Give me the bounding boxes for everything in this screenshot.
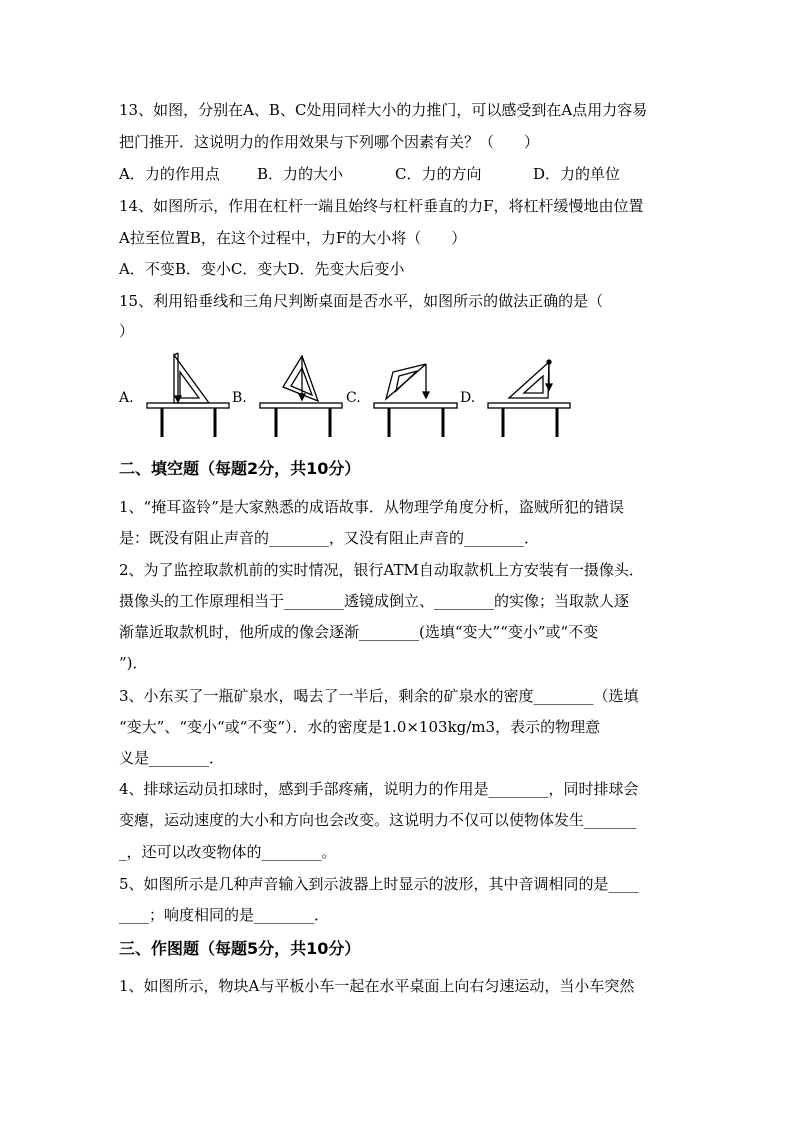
q13-option-c[interactable]: C．力的方向: [395, 165, 482, 183]
q15-figure-c: [374, 364, 457, 437]
s2-line: 渐靠近取款机时，他所成的像会逐渐________(选填“变大”“变小”或“不变: [119, 623, 599, 641]
q15-figure-a: [147, 353, 229, 437]
s2-line: “变大”、“变小“或“不变”）．水的密度是1.0×103kg/m3，表示的物理意: [119, 718, 601, 736]
q15-line-2: ）: [119, 322, 135, 340]
q15-figure-label-c: C.: [346, 390, 361, 406]
q14-line-1: 14、如图所示，作用在杠杆一端且始终与杠杆垂直的力F，将杠杆缓慢地由位置: [119, 197, 644, 215]
s2-line: ”)．: [119, 654, 148, 672]
q15-figure-label-b: B.: [232, 390, 247, 406]
q14-options: A．不变B．变小C．变大D．先变大后变小: [119, 260, 405, 278]
s2-line: 义是________．: [119, 749, 225, 767]
q15-line-1: 15、利用铅垂线和三角尺判断桌面是否水平，如图所示的做法正确的是（: [119, 292, 604, 310]
section-2-heading: 二、填空题（每题2分，共10分）: [119, 459, 361, 478]
q13-option-d[interactable]: D．力的单位: [533, 165, 621, 183]
s2-line: _，还可以改变物体的________。: [119, 843, 337, 861]
q13-line-2: 把门推开．这说明力的作用效果与下列哪个因素有关？（ ）: [119, 133, 540, 151]
q15-figure-d: [488, 360, 570, 437]
s2-line: 4、排球运动员扣球时，感到手部疼痛，说明力的作用是________，同时排球会: [119, 780, 639, 798]
q15-figure-b: [260, 356, 342, 437]
s2-line: 是：既没有阻止声音的________，又没有阻止声音的________．: [119, 529, 540, 547]
s3-line: 1、如图所示，物块A与平板小车一起在水平桌面上向右匀速运动，当小车突然: [119, 977, 635, 995]
q15-figure-label-d: D.: [460, 390, 476, 406]
q13-option-b[interactable]: B．力的大小: [257, 165, 344, 183]
s2-line: 2、为了监控取款机前的实时情况，银行ATM自动取款机上方安装有一摄像头．: [119, 561, 644, 579]
s2-line: 变瘪，运动速度的大小和方向也会改变。这说明力不仅可以使物体发生_______: [119, 811, 637, 829]
s2-line: 摄像头的工作原理相当于________透镜成倒立、________的实像；当取款人逐: [119, 592, 630, 610]
q13-line-1: 13、如图，分别在A、B、C处用同样大小的力推门，可以感受到在A点用力容易: [119, 101, 648, 119]
q15-figures: [0, 0, 794, 460]
s2-line: 3、小东买了一瓶矿泉水，喝去了一半后，剩余的矿泉水的密度________（选填: [119, 687, 639, 705]
s2-line: 5、如图所示是几种声音输入到示波器上时显示的波形，其中音调相同的是____: [119, 875, 639, 893]
q15-figure-label-a: A.: [119, 390, 134, 406]
s2-line: ____；响度相同的是________．: [119, 906, 330, 924]
s2-line: 1、“掩耳盗铃”是大家熟悉的成语故事．从物理学角度分析，盗贼所犯的错误: [119, 498, 624, 516]
q13-option-a[interactable]: A．力的作用点: [119, 165, 220, 183]
section-3-heading: 三、作图题（每题5分，共10分）: [119, 939, 361, 958]
q14-line-2: A拉至位置B，在这个过程中，力F的大小将（ ）: [119, 229, 467, 247]
